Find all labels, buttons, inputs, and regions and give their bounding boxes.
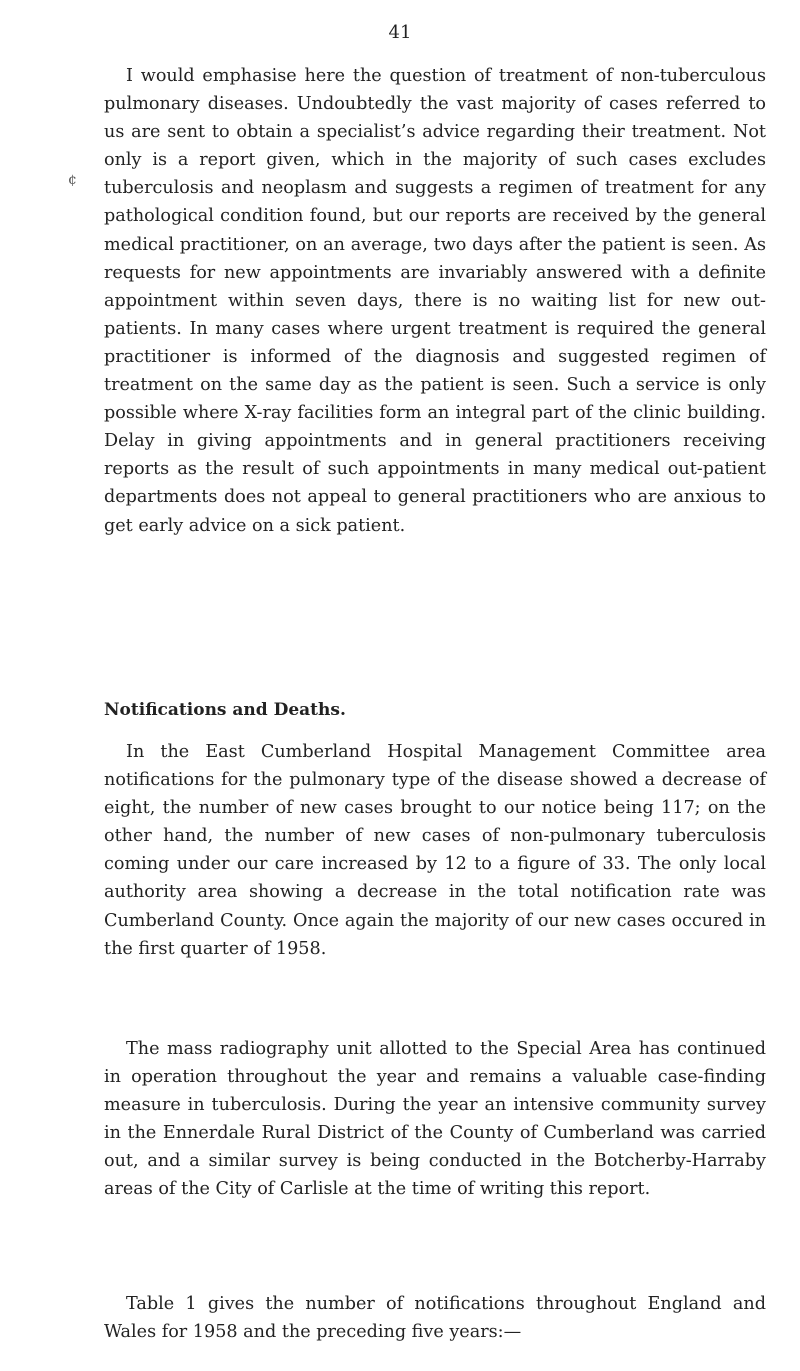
paragraph-mass-radiography: The mass radiography unit allotted to the Special Area has continued in operation throughout the year and remains a valuable case-finding measure in tuberculosis. During the year an intensive community survey in the Ennerdale Rural District of the County of Cumberland was carried out, and a similar survey is being conducted in the Botcherby-Harraby areas of the City of Carlisle at the time of writing this report. <box>104 1039 766 1200</box>
margin-mark: ¢ <box>68 172 77 188</box>
paragraph-treatment: I would emphasise here the question of treatment of non-tuberculous pulmonary diseases. Undoubtedly the vast majority of cases referred to us are sent to obtain a specialist’s advice regarding their treatment. Not only is a report given, which in the majority of such cases excludes tuberculosis and neoplasm and suggests a regimen of treatment for any pathological condition found, but our reports are received by the general medical practitioner, on an average, two days after the patient is seen. As requests for new appointments are invariably answered with a definite appointment within seven days, there is no waiting list for new out-patients. In many cases where urgent treatment is required the general practitioner is informed of the diagnosis and suggested regimen of treatment on the same day as the patient is seen. Such a service is only possible where X-ray facilities form an integral part of the clinic building. Delay in giving appointments and in general practitioners receiving reports as the result of such appointments in many medical out-patient departments does not appeal to general practitioners who are anxious to get early advice on a sick patient. <box>104 66 766 536</box>
section-heading-notifications: Notifications and Deaths. <box>104 700 346 720</box>
paragraph-notifications: In the East Cumberland Hospital Management Committee area notifications for the pulmonary type of the disease showed a decrease of eight, the number of new cases brought to our notice being 117; on the other hand, the number of new cases of non-pulmonary tuberculosis coming under our care increased by 12 to a figure of 33. The only local authority area showing a decrease in the total notification rate was Cumberland County. Once again the majority of our new cases occured in the first quarter of 1958. <box>104 742 766 959</box>
page-number: 41 <box>388 22 412 43</box>
paragraph-table-intro: Table 1 gives the number of notifications throughout England and Wales for 1958 and the preceding five years:— <box>104 1294 766 1343</box>
